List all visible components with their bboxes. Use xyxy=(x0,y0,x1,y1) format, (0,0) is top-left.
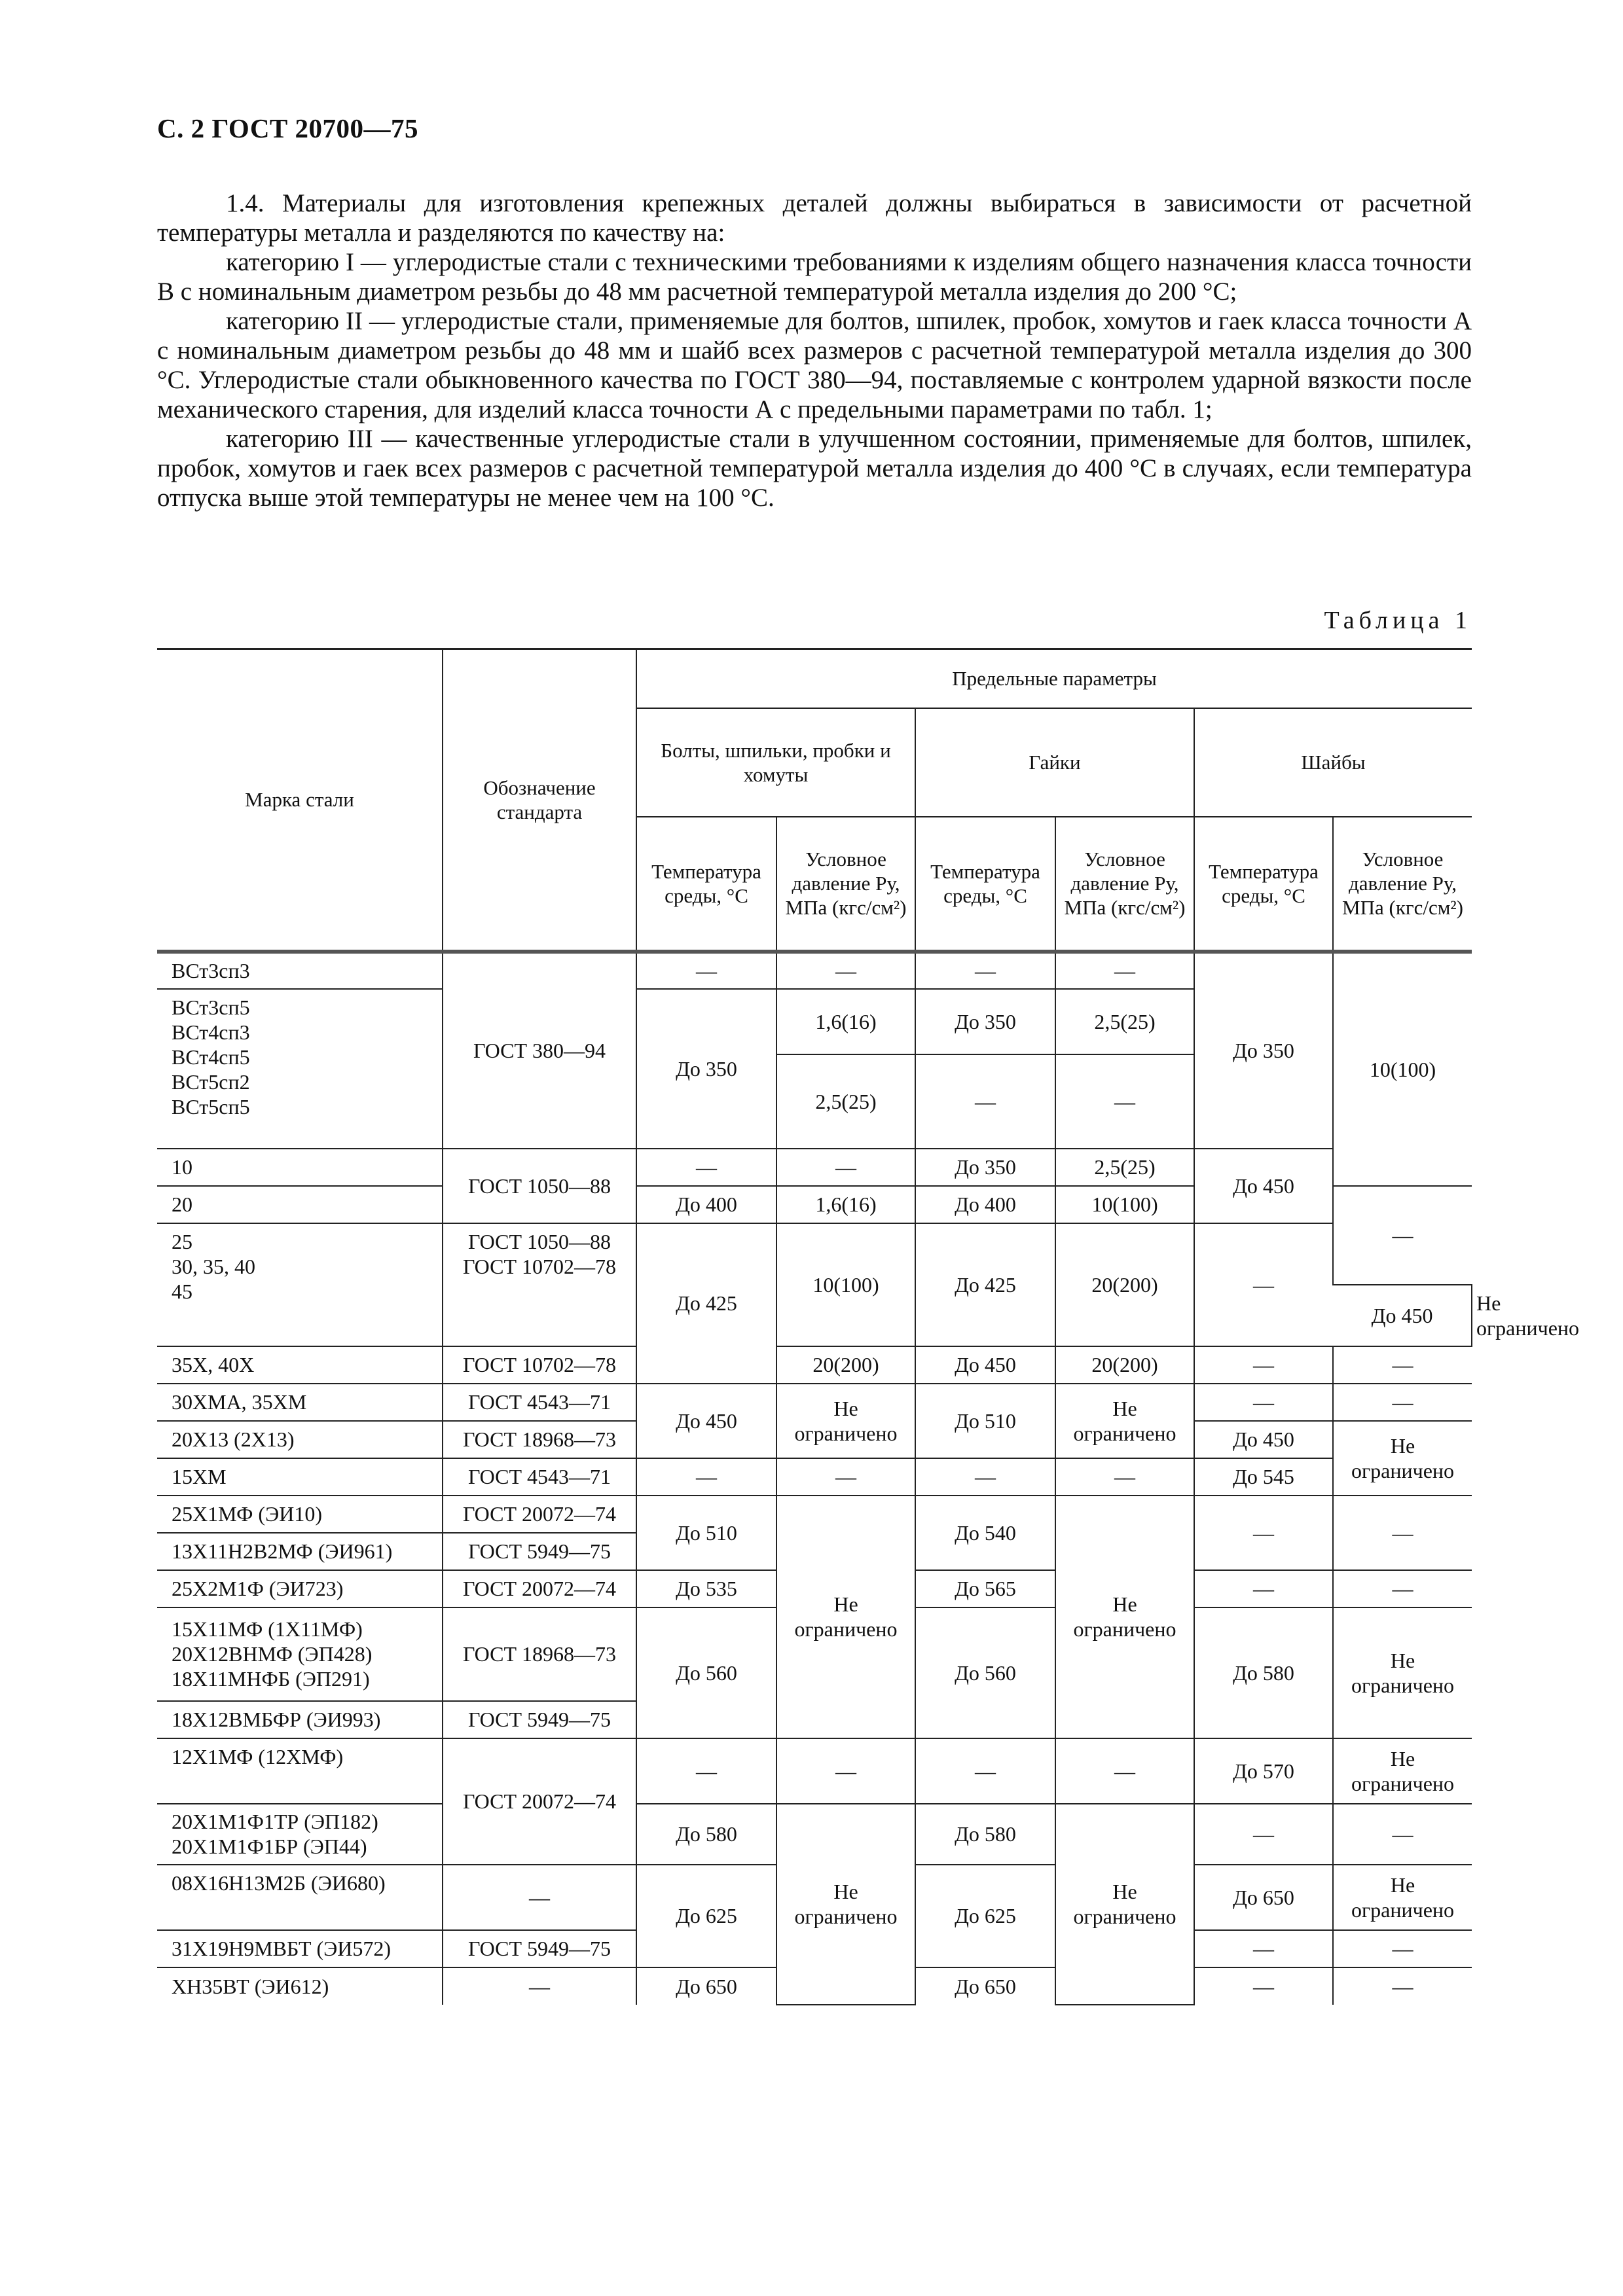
cell-value: — xyxy=(1055,952,1194,989)
cell-grade: 20 xyxy=(157,1186,443,1223)
cell-value: 2,5(25) xyxy=(1055,989,1194,1054)
cell-value: — xyxy=(915,1458,1055,1496)
cell-grade: 31Х19Н9МВБТ (ЭИ572) xyxy=(157,1930,443,1967)
header-steel-grade: Марка стали xyxy=(157,649,443,952)
cell-value: Не ограничено xyxy=(1055,1804,1194,2005)
cell-value: До 350 xyxy=(636,989,776,1149)
cell-value: До 625 xyxy=(636,1865,776,1967)
cell-value: До 580 xyxy=(1194,1607,1333,1738)
header-washers-temp: Температура среды, °С xyxy=(1194,817,1333,952)
header-bolts: Болты, шпильки, пробки и хомуты xyxy=(636,708,915,817)
cell-grade: 30ХМА, 35ХМ xyxy=(157,1384,443,1421)
cell-value: До 650 xyxy=(1194,1865,1333,1930)
cell-value: — xyxy=(1333,1346,1472,1384)
paragraph-category-1: категорию I — углеродистые стали с техническими требованиями к изделиям общего назначения класса точности В с номинальным диаметром резьбы до 48 мм расчетной температурой металла изделия до 200 °С; xyxy=(157,248,1472,306)
cell-standard: ГОСТ 20072—74 xyxy=(443,1738,636,1865)
header-washers-pressure: Условное давление Pу, МПа (кгс/см²) xyxy=(1333,817,1472,952)
header-limit-params: Предельные параметры xyxy=(636,649,1472,708)
header-nuts: Гайки xyxy=(915,708,1194,817)
cell-value: Не ограничено xyxy=(1055,1496,1194,1738)
cell-value: 2,5(25) xyxy=(1055,1149,1194,1186)
cell-grade: 13Х11Н2В2МФ (ЭИ961) xyxy=(157,1533,443,1570)
cell-standard: ГОСТ 5949—75 xyxy=(443,1930,636,1967)
cell-value: 20(200) xyxy=(776,1346,915,1384)
cell-standard: ГОСТ 4543—71 xyxy=(443,1458,636,1496)
cell-value: До 510 xyxy=(915,1384,1055,1458)
cell-value: До 540 xyxy=(915,1496,1055,1570)
cell-value: 20(200) xyxy=(1055,1223,1194,1346)
header-bolts-temp: Температура среды, °С xyxy=(636,817,776,952)
cell-standard: ГОСТ 20072—74 xyxy=(443,1570,636,1607)
cell-value: До 425 xyxy=(915,1223,1055,1346)
cell-value: — xyxy=(636,952,776,989)
cell-standard: ГОСТ 1050—88 xyxy=(443,1149,636,1223)
cell-value: До 400 xyxy=(636,1186,776,1223)
paragraph-category-3: категорию III — качественные углеродистые стали в улучшенном состоянии, применяемые для болтов, шпилек, пробок, хомутов и гаек всех размеров с расчетной температурой металла изделия до 400 °С в случаях, если температура отпуска выше этой температуры не менее чем на 100 °С. xyxy=(157,425,1472,512)
cell-value: — xyxy=(1333,1384,1472,1421)
cell-value: До 450 xyxy=(1194,1421,1333,1458)
cell-value: До 580 xyxy=(915,1804,1055,1865)
cell-value: — xyxy=(1333,1570,1472,1607)
paragraph-1-4: 1.4. Материалы для изготовления крепежных деталей должны выбираться в зависимости от расчетной температуры металла и разделяются по качеству на: xyxy=(157,189,1472,247)
cell-value: 10(100) xyxy=(1333,952,1472,1186)
cell-value: — xyxy=(1194,1384,1333,1421)
cell-value: — xyxy=(915,1738,1055,1804)
header-nuts-temp: Температура среды, °С xyxy=(915,817,1055,952)
cell-standard: — xyxy=(443,1967,636,2005)
cell-value: Не ограничено xyxy=(1333,1421,1472,1496)
cell-value: — xyxy=(776,1738,915,1804)
cell-grade: 10 xyxy=(157,1149,443,1186)
cell-value: До 625 xyxy=(915,1865,1055,1967)
cell-standard: ГОСТ 4543—71 xyxy=(443,1384,636,1421)
cell-value: До 350 xyxy=(1194,952,1333,1149)
cell-grade: 18Х12ВМБФР (ЭИ993) xyxy=(157,1701,443,1738)
cell-value: — xyxy=(776,1149,915,1186)
cell-value: Не ограничено xyxy=(776,1384,915,1458)
cell-standard: ГОСТ 5949—75 xyxy=(443,1701,636,1738)
cell-value: — xyxy=(1055,1738,1194,1804)
cell-value: — xyxy=(915,952,1055,989)
cell-grade: 15Х11МФ (1Х11МФ) 20Х12ВНМФ (ЭП428) 18Х11МНФБ (ЭП291) xyxy=(157,1607,443,1701)
cell-value: Не ограничено xyxy=(776,1804,915,2005)
header-nuts-pressure: Условное давление Pу, МПа (кгс/см²) xyxy=(1055,817,1194,952)
cell-value: — xyxy=(1194,1804,1333,1865)
cell-standard: ГОСТ 20072—74 xyxy=(443,1496,636,1533)
cell-value: До 560 xyxy=(915,1607,1055,1738)
cell-value: 1,6(16) xyxy=(776,1186,915,1223)
cell-value: До 350 xyxy=(915,1149,1055,1186)
cell-grade: 25Х1МФ (ЭИ10) xyxy=(157,1496,443,1533)
cell-standard: ГОСТ 10702—78 xyxy=(443,1346,636,1384)
paragraph-category-2: категорию II — углеродистые стали, применяемые для болтов, шпилек, пробок, хомутов и гаек класса точности А с номинальным диаметром резьбы до 48 мм и шайб всех размеров с расчетной температурой металла изделия до 300 °С. Углеродистые стали обыкновенного качества по ГОСТ 380—94, поставляемые с контролем ударной вязкости после механического старения, для изделий класса точности А с предельными параметрами по табл. 1; xyxy=(157,307,1472,423)
cell-value: До 450 xyxy=(915,1346,1055,1384)
cell-value: До 350 xyxy=(915,989,1055,1054)
cell-value: До 570 xyxy=(1194,1738,1333,1804)
cell-value: До 425 xyxy=(636,1223,776,1384)
cell-grade: 08Х16Н13М2Б (ЭИ680) xyxy=(157,1865,443,1930)
cell-value: 20(200) xyxy=(1055,1346,1194,1384)
cell-value: — xyxy=(636,1738,776,1804)
page-header: С. 2 ГОСТ 20700—75 xyxy=(157,113,419,143)
cell-value: До 560 xyxy=(636,1607,776,1738)
header-bolts-pressure: Условное давление Pу, МПа (кгс/см²) xyxy=(776,817,915,952)
header-standard: Обозначение стандарта xyxy=(443,649,636,952)
cell-value: До 450 xyxy=(636,1384,776,1458)
cell-standard: ГОСТ 1050—88 ГОСТ 10702—78 xyxy=(443,1223,636,1346)
cell-value: — xyxy=(1333,1186,1472,1285)
cell-value: — xyxy=(1194,1930,1333,1967)
cell-standard: — xyxy=(443,1865,636,1930)
cell-value: — xyxy=(776,1458,915,1496)
cell-grade: 25 30, 35, 40 45 xyxy=(157,1223,443,1346)
cell-grade: ХН35ВТ (ЭИ612) xyxy=(157,1967,443,2005)
cell-standard: ГОСТ 18968—73 xyxy=(443,1607,636,1701)
cell-value: — xyxy=(1194,1570,1333,1607)
cell-value: До 580 xyxy=(636,1804,776,1865)
cell-grade: 12Х1МФ (12ХМФ) xyxy=(157,1738,443,1804)
cell-value: До 510 xyxy=(636,1496,776,1570)
cell-value: — xyxy=(915,1054,1055,1149)
cell-grade: ВСт3сп3 xyxy=(157,952,443,989)
cell-value: — xyxy=(1194,1223,1333,1346)
cell-standard: ГОСТ 18968—73 xyxy=(443,1421,636,1458)
cell-value: Не ограничено xyxy=(776,1496,915,1738)
cell-value: — xyxy=(1333,1930,1472,1967)
cell-value: 2,5(25) xyxy=(776,1054,915,1149)
cell-value: — xyxy=(1194,1496,1333,1570)
cell-value: — xyxy=(1333,1496,1472,1570)
cell-value: — xyxy=(1055,1054,1194,1149)
cell-value: — xyxy=(636,1458,776,1496)
cell-value: До 450 xyxy=(1333,1285,1472,1346)
cell-value: До 650 xyxy=(636,1967,776,2005)
cell-value: Не ограничено xyxy=(1333,1865,1472,1930)
cell-grade: 35Х, 40Х xyxy=(157,1346,443,1384)
cell-value: Не ограничено xyxy=(1333,1738,1472,1804)
cell-value: Не ограничено xyxy=(1333,1607,1472,1738)
cell-value: До 545 xyxy=(1194,1458,1333,1496)
cell-value: До 650 xyxy=(915,1967,1055,2005)
cell-grade: 20Х1М1Ф1ТР (ЭП182) 20Х1М1Ф1БР (ЭП44) xyxy=(157,1804,443,1865)
body-text xyxy=(157,188,1472,512)
cell-value: До 450 xyxy=(1194,1149,1333,1223)
cell-value: — xyxy=(1333,1804,1472,1865)
cell-value: — xyxy=(636,1149,776,1186)
cell-value: — xyxy=(1333,1967,1472,2005)
header-washers: Шайбы xyxy=(1194,708,1472,817)
cell-value: — xyxy=(1194,1346,1333,1384)
table-caption: Таблица 1 xyxy=(1324,607,1472,634)
cell-grade: ВСт3сп5 ВСт4сп3 ВСт4сп5 ВСт5сп2 ВСт5сп5 xyxy=(157,989,443,1149)
cell-value: — xyxy=(776,952,915,989)
cell-standard: ГОСТ 5949—75 xyxy=(443,1533,636,1570)
cell-value: — xyxy=(1055,1458,1194,1496)
cell-grade: 15ХМ xyxy=(157,1458,443,1496)
cell-value: 10(100) xyxy=(776,1223,915,1346)
cell-value: 10(100) xyxy=(1055,1186,1194,1223)
cell-grade: 25Х2М1Ф (ЭИ723) xyxy=(157,1570,443,1607)
cell-value: 1,6(16) xyxy=(776,989,915,1054)
steel-grades-table: Марка стали Обозначение стандарта Предельные параметры Болты, шпильки, пробки и хомуты Гайки Шайбы Температура среды, °С Условное давление Pу, МПа (кгс/см²) Температура среды, °С Условное давление Pу, МПа (кгс/см²) Температура среды, °С Условное давление Pу, МПа (кгс/см²) ВСт3сп3 ГОСТ 380—94 — — — — До 350 10(100) ВСт3сп5 ВСт4сп3 ВСт4сп5 ВСт5сп2 ВСт5сп5 До 350 1,6(16) До 350 2,5(25) 2,5(25) — — 10 ГОСТ 1050—88 — — До 350 2,5(25) До 450 20 До 400 1,6(16) До 400 10(100) — 25 30, 35, 40 45 ГОСТ 1050—88 ГОСТ 10702—78 До 425 10(100) До 425 20(200) — До 450 Не ограничено 35Х, 40Х ГОСТ 10702—78 20(200) До 450 20(200) — — 30ХМА, 35ХМ ГОСТ 4543—71 До 450 Не ограничено До 510 Не ограничено — — 20Х13 (2Х13) ГОСТ 18968—73 До 450 Не ограничено 15ХМ ГОСТ 4543—71 — — — — До 545 25Х1МФ (ЭИ10) ГОСТ 20072—74 До 510 Не ограничено До 540 Не ограничено — — 13Х11Н2В2МФ (ЭИ961) ГОСТ 5949—75 25Х2М1Ф (ЭИ723) ГОСТ 20072—74 До 535 До 565 — — 15Х11МФ (1Х11МФ) 20Х12ВНМФ (ЭП428) 18Х11МНФБ (ЭП291) ГОСТ 18968—73 До 560 До 560 До 580 Не ограничено 18Х12ВМБФР (ЭИ993) ГОСТ 5949—75 12Х1МФ (12ХМФ) ГОСТ 20072—74 — — — — До 570 Не ограничено 20Х1М1Ф1ТР (ЭП182) 20Х1М1Ф1БР (ЭП44) До 580 Не ограничено До 580 Не ограничено — — 08Х16Н13М2Б (ЭИ680) — До 625 До 625 До 650 Не ограничено 31Х19Н9МВБТ (ЭИ572) ГОСТ 5949—75 — — ХН35ВТ (ЭИ612) — До 650 До 650 — — xyxy=(157,648,1472,2005)
cell-value: До 535 xyxy=(636,1570,776,1607)
cell-grade: 20Х13 (2Х13) xyxy=(157,1421,443,1458)
cell-value: — xyxy=(1194,1967,1333,2005)
cell-standard: ГОСТ 380—94 xyxy=(443,952,636,1149)
cell-value: Не ограничено xyxy=(1055,1384,1194,1458)
cell-value: До 565 xyxy=(915,1570,1055,1607)
cell-value: До 400 xyxy=(915,1186,1055,1223)
